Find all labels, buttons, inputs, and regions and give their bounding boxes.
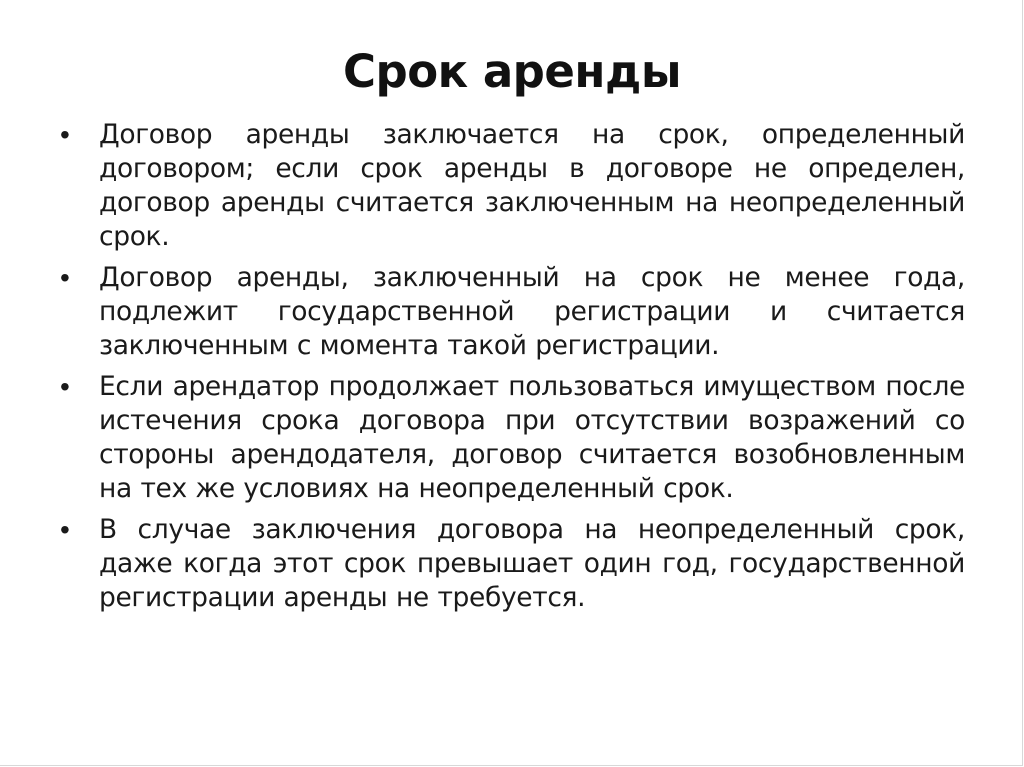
- bullet-marker: •: [60, 514, 70, 545]
- bullet-item: [0, 118, 1024, 254]
- bullet-item: [0, 261, 1024, 363]
- bullet-item: [0, 370, 1024, 506]
- bullet-item: [0, 513, 1024, 615]
- bullet-list: [0, 118, 1024, 622]
- bullet-text: Если арендатор продолжает пользоваться имуществом после истечения срока договора при отсутствии возражений со стороны арендодателя, договор считается возобновленным на тех же условиях на неопределенный срок.: [99, 371, 965, 504]
- bullet-marker: •: [60, 119, 70, 150]
- bullet-text: Договор аренды заключается на срок, определенный договором; если срок аренды в договоре не определен, договор аренды считается заключенным на неопределенный срок.: [99, 119, 965, 252]
- bullet-marker: •: [60, 371, 70, 402]
- bullet-text: Договор аренды, заключенный на срок не менее года, подлежит государственной регистрации и считается заключенным с момента такой регистрации.: [99, 262, 965, 361]
- bullet-text: В случае заключения договора на неопределенный срок, даже когда этот срок превышает один год, государственной регистрации аренды не требуется.: [99, 514, 965, 613]
- bullet-marker: •: [60, 262, 70, 293]
- slide-title: Срок аренды: [342, 45, 682, 98]
